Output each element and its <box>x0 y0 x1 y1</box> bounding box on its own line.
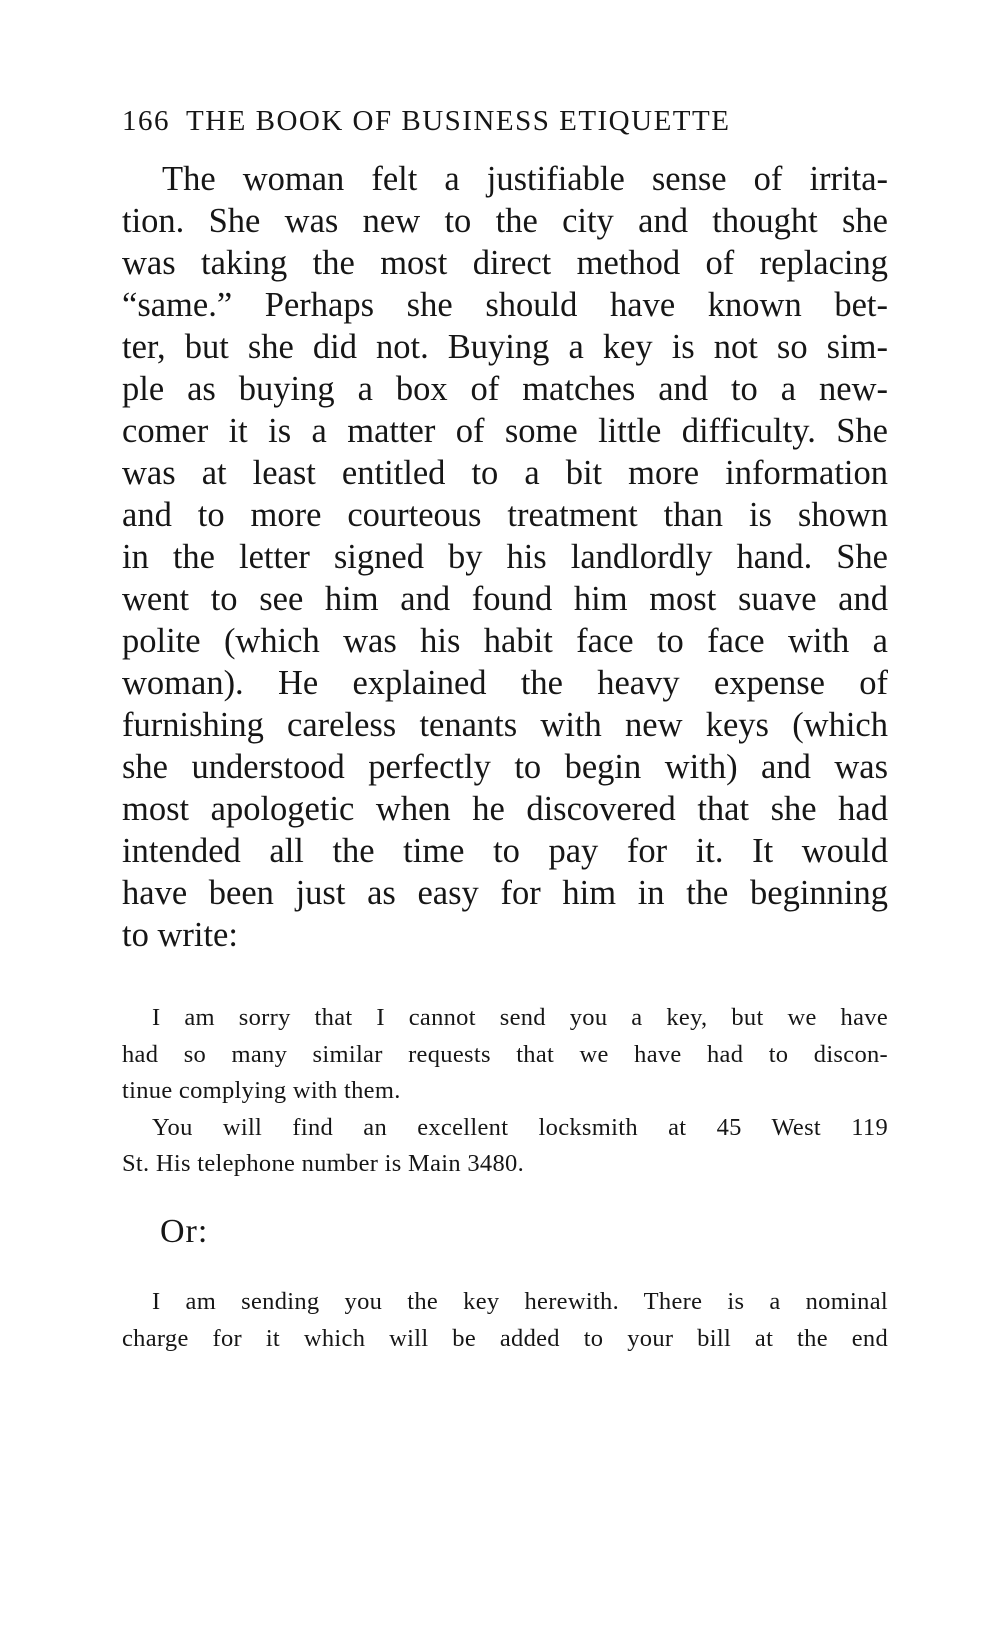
paragraph-line: she understood perfectly to begin with) and was <box>122 748 888 786</box>
paragraph-line: was taking the most direct method of replacing <box>122 244 888 282</box>
paragraph-line: was at least entitled to a bit more information <box>122 454 888 492</box>
sample-letter-two <box>122 1284 888 1357</box>
running-head <box>122 103 888 139</box>
paragraph-line: ter, but she did not. Buying a key is not so sim- <box>122 328 888 366</box>
paragraph-line: have been just as easy for him in the beginning <box>122 874 888 912</box>
paragraph-line: went to see him and found him most suave and <box>122 580 888 618</box>
paragraph-line: and to more courteous treatment than is shown <box>122 496 888 534</box>
paragraph-line: The woman felt a justifiable sense of irrita- <box>162 160 888 198</box>
book-title: THE BOOK OF BUSINESS ETIQUETTE <box>186 105 731 137</box>
page-number: 166 <box>122 105 170 137</box>
letter-line: tinue complying with them. <box>122 1077 401 1104</box>
letter-line: I am sorry that I cannot send you a key, but we have <box>152 1004 888 1031</box>
letter-line: I am sending you the key herewith. There is a nominal <box>152 1288 888 1315</box>
paragraph-line: comer it is a matter of some little difficulty. She <box>122 412 888 450</box>
paragraph-line: ple as buying a box of matches and to a new- <box>122 370 888 408</box>
or-heading: Or: <box>160 1213 209 1250</box>
paragraph-line: “same.” Perhaps she should have known bet- <box>122 286 888 324</box>
paragraph-line: intended all the time to pay for it. It would <box>122 832 888 870</box>
paragraph-line: in the letter signed by his landlordly hand. She <box>122 538 888 576</box>
letter-line: You will find an excellent locksmith at 45 West 119 <box>152 1113 888 1141</box>
letter-line: had so many similar requests that we have had to discon- <box>122 1040 888 1068</box>
paragraph-line: woman). He explained the heavy expense of <box>122 664 888 702</box>
paragraph-line: most apologetic when he discovered that she had <box>122 790 888 828</box>
body-paragraph <box>122 158 888 956</box>
paragraph-line: to write: <box>122 916 238 954</box>
letter-line: St. His telephone number is Main 3480. <box>122 1150 524 1177</box>
paragraph-line: polite (which was his habit face to face with a <box>122 622 888 660</box>
sample-letter-one <box>122 1000 888 1183</box>
paragraph-line: furnishing careless tenants with new keys (which <box>122 706 888 744</box>
letter-line: charge for it which will be added to your bill at the end <box>122 1324 888 1352</box>
paragraph-line: tion. She was new to the city and thought she <box>122 202 888 240</box>
